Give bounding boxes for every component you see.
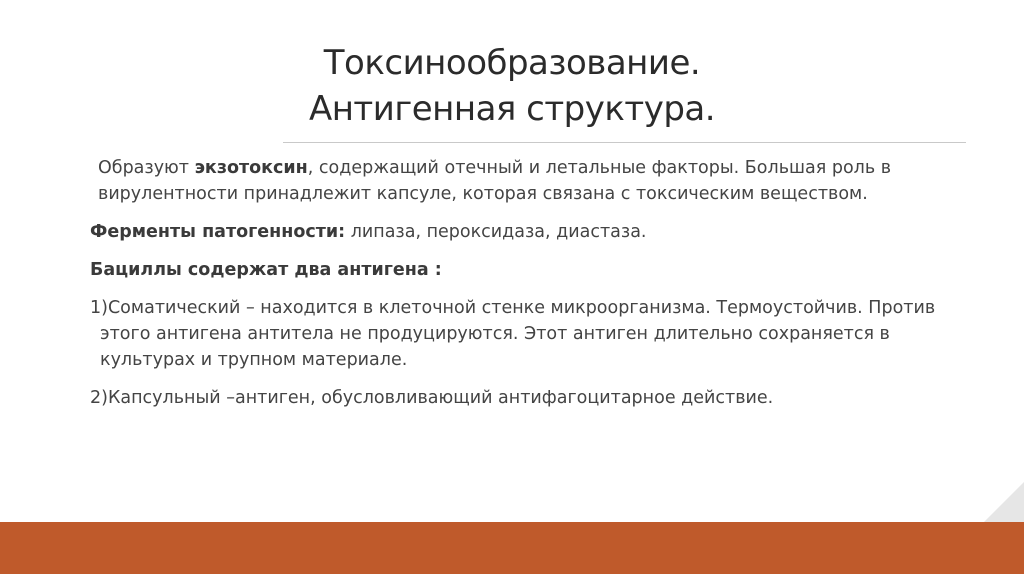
enzymes-list: липаза, пероксидаза, диастаза. — [345, 222, 647, 242]
slide-title — [0, 40, 1024, 132]
paragraph-exotoxin — [90, 155, 950, 207]
footer-bar — [0, 522, 1024, 574]
exotoxin-text-post: , содержащий отечный и летальные факторы. Большая роль в вирулентности принадлежит капсуле, которая связана с токсическим веществом. — [98, 158, 892, 204]
paragraph-somatic-antigen: 1)Соматический – находится в клеточной стенке микроорганизма. Термоустойчив. Против этого антигена антитела не продуцируются. Этот антиген длительно сохраняется в культурах и трупном материале. — [90, 298, 936, 370]
exotoxin-text-pre: Образуют — [98, 158, 195, 178]
exotoxin-term: экзотоксин — [194, 158, 308, 178]
corner-fold-decoration — [984, 482, 1024, 522]
paragraph-capsular-antigen: 2)Капсульный –антиген, обусловливающий антифагоцитарное действие. — [90, 388, 774, 408]
antigens-heading: Бациллы содержат два антигена : — [90, 260, 442, 280]
title-divider — [283, 142, 966, 143]
paragraph-antigens-heading — [90, 257, 950, 283]
title-line-2: Антигенная структура. — [308, 89, 716, 129]
slide-body — [90, 155, 950, 423]
title-line-1: Токсинообразование. — [323, 43, 701, 83]
enzymes-term: Ферменты патогенности: — [90, 222, 346, 242]
paragraph-enzymes — [90, 219, 950, 245]
